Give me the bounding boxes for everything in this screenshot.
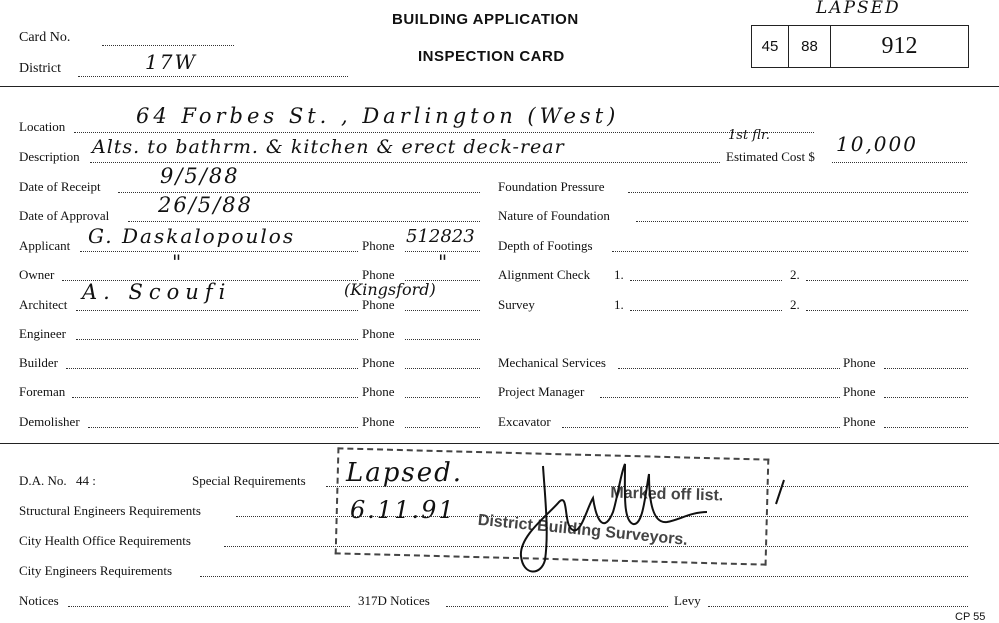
architect-phone-line — [405, 310, 480, 311]
stamp-handwritten-lapsed: Lapsed. — [346, 458, 464, 488]
excavator-line — [562, 427, 840, 428]
form-title-line1: BUILDING APPLICATION — [392, 11, 579, 28]
date-receipt-label: Date of Receipt — [19, 179, 101, 194]
architect-label: Architect — [19, 297, 68, 312]
location-label: Location — [19, 119, 66, 134]
district-label: District — [19, 61, 61, 76]
alignment-check-label: Alignment Check — [498, 267, 591, 282]
317d-notices-label: 317D Notices — [358, 593, 430, 608]
city-engineers-label: City Engineers Requirements — [19, 563, 173, 578]
card-number-box-right: 912 — [831, 25, 969, 68]
foreman-label: Foreman — [19, 384, 66, 399]
district-line — [78, 76, 348, 77]
nature-foundation-label: Nature of Foundation — [498, 208, 610, 223]
location-value: 64 Forbes St. , Darlington (West) — [136, 104, 620, 128]
notices-label: Notices — [19, 593, 59, 608]
demolisher-phone-label: Phone — [362, 414, 395, 429]
description-line — [90, 162, 720, 163]
demolisher-phone-line — [405, 427, 480, 428]
structural-label: Structural Engineers Requirements — [19, 503, 201, 518]
da-no-label: D.A. No. — [19, 473, 67, 488]
survey-label: Survey — [498, 297, 535, 312]
project-manager-label: Project Manager — [498, 384, 585, 399]
date-receipt-value: 9/5/88 — [160, 164, 240, 188]
levy-line — [708, 606, 968, 607]
excavator-phone-label: Phone — [843, 414, 876, 429]
architect-value: A. Scoufi — [82, 280, 232, 304]
excavator-label: Excavator — [498, 414, 551, 429]
mechanical-phone-label: Phone — [843, 355, 876, 370]
survey-num2: 2. — [790, 297, 800, 312]
demolisher-line — [88, 427, 358, 428]
description-value: Alts. to bathrm. & kitchen & erect deck-rear — [92, 136, 565, 158]
alignment-line1 — [630, 280, 782, 281]
levy-label: Levy — [674, 593, 701, 608]
owner-phone-label: Phone — [362, 267, 395, 282]
estimated-cost-label: Estimated Cost $ — [726, 149, 815, 164]
depth-footings-line — [612, 251, 968, 252]
owner-label: Owner — [19, 267, 55, 282]
engineer-line — [76, 339, 358, 340]
special-requirements-label: Special Requirements — [192, 473, 306, 488]
stamp-district-surveyors: District Building Surveyors. — [477, 511, 689, 549]
description-note: 1st flr. — [728, 128, 770, 143]
district-value: 17W — [145, 50, 198, 74]
stamp-handwritten-date: 6.11.91 — [350, 496, 456, 524]
engineer-label: Engineer — [19, 326, 66, 341]
applicant-phone-label: Phone — [362, 238, 395, 253]
317d-notices-line — [446, 606, 668, 607]
engineer-phone-line — [405, 339, 480, 340]
project-manager-line — [600, 397, 840, 398]
alignment-line2 — [806, 280, 968, 281]
lapsed-note: LAPSED — [816, 0, 901, 18]
builder-label: Builder — [19, 355, 58, 370]
demolisher-label: Demolisher — [19, 414, 80, 429]
owner-value: " — [172, 250, 184, 274]
owner-phone-value: " — [438, 250, 450, 274]
health-office-label: City Health Office Requirements — [19, 533, 191, 548]
description-label: Description — [19, 149, 80, 164]
mechanical-line — [618, 368, 840, 369]
excavator-phone-line — [884, 427, 968, 428]
foundation-pressure-line — [628, 192, 968, 193]
estimated-cost-line — [832, 162, 967, 163]
form-code: CP 55 — [955, 611, 986, 623]
depth-footings-label: Depth of Footings — [498, 238, 593, 253]
builder-phone-label: Phone — [362, 355, 395, 370]
survey-num1: 1. — [614, 297, 624, 312]
header-divider — [0, 86, 999, 87]
applicant-line — [80, 251, 358, 252]
builder-phone-line — [405, 368, 480, 369]
builder-line — [66, 368, 358, 369]
stamp-marked-off: Marked off list. — [610, 484, 724, 505]
engineer-phone-label: Phone — [362, 326, 395, 341]
alignment-num1: 1. — [614, 267, 624, 282]
date-approval-line — [128, 221, 480, 222]
date-approval-label: Date of Approval — [19, 208, 110, 223]
architect-line — [76, 310, 358, 311]
da-no-value: 44 : — [76, 473, 96, 488]
foreman-phone-line — [405, 397, 480, 398]
foreman-line — [72, 397, 358, 398]
applicant-phone-value: 512823 — [406, 226, 475, 247]
mechanical-phone-line — [884, 368, 968, 369]
project-manager-phone-label: Phone — [843, 384, 876, 399]
stamp-tick-mark — [770, 478, 790, 508]
project-manager-phone-line — [884, 397, 968, 398]
form-title-line2: INSPECTION CARD — [418, 48, 565, 65]
notices-line — [68, 606, 350, 607]
mechanical-label: Mechanical Services — [498, 355, 606, 370]
card-no-label: Card No. — [19, 30, 71, 45]
requirements-divider — [0, 443, 999, 444]
architect-phone-label: Phone — [362, 297, 395, 312]
applicant-value: G. Daskalopoulos — [88, 224, 296, 248]
location-line — [74, 132, 814, 133]
card-number-box-mid: 88 — [789, 25, 831, 68]
card-no-line — [102, 45, 234, 46]
survey-line2 — [806, 310, 968, 311]
inspector-signature — [515, 452, 715, 582]
estimated-cost-value: 10,000 — [836, 132, 918, 156]
survey-line1 — [630, 310, 782, 311]
foreman-phone-label: Phone — [362, 384, 395, 399]
applicant-label: Applicant — [19, 238, 71, 253]
alignment-num2: 2. — [790, 267, 800, 282]
date-approval-value: 26/5/88 — [158, 193, 253, 217]
card-number-box-left: 45 — [751, 25, 789, 68]
foundation-pressure-label: Foundation Pressure — [498, 179, 605, 194]
architect-phone-value: (Kingsford) — [344, 280, 436, 299]
nature-foundation-line — [636, 221, 968, 222]
